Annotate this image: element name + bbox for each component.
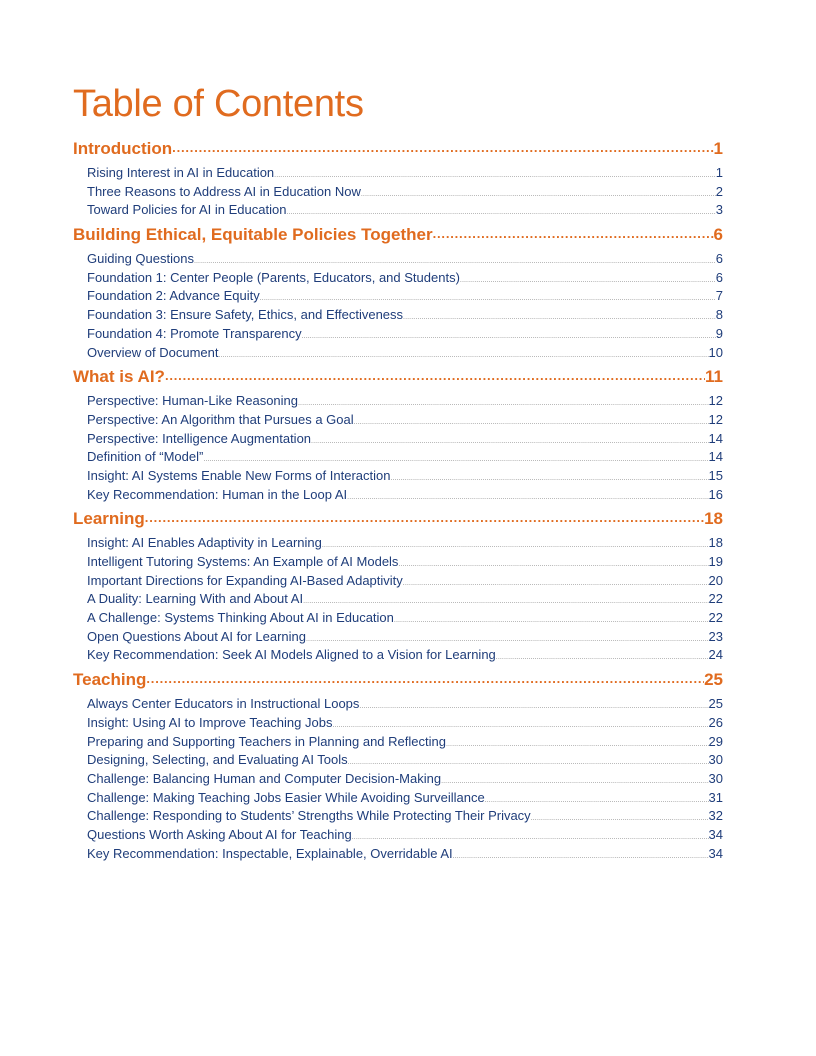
- toc-section-entry[interactable]: [87, 573, 723, 592]
- dot-leader: [203, 456, 708, 463]
- dot-leader: [332, 722, 708, 729]
- toc-entry-label: Always Center Educators in Instructional Loops: [87, 696, 360, 712]
- toc-section-entry[interactable]: [87, 610, 723, 629]
- dot-leader: [260, 295, 716, 302]
- dot-leader: [219, 352, 709, 359]
- toc-page-number: 6: [715, 251, 723, 267]
- toc-page-number: 31: [708, 789, 723, 805]
- dot-leader: [303, 598, 708, 605]
- toc-entry-label: Insight: AI Systems Enable New Forms of Interaction: [87, 467, 391, 483]
- toc-entry-label: Toward Policies for AI in Education: [87, 202, 287, 218]
- dot-leader: [322, 542, 709, 549]
- toc-entry-label: Introduction: [73, 139, 173, 158]
- dot-leader: [394, 617, 709, 624]
- toc-page-number: 26: [708, 714, 723, 730]
- toc-section-entry[interactable]: [87, 468, 723, 487]
- toc-entry-label: Teaching: [73, 670, 147, 690]
- toc-page-number: 6: [715, 269, 723, 285]
- toc-page-number: 11: [705, 367, 723, 387]
- toc-section-entry[interactable]: [87, 307, 723, 326]
- toc-page-number: 18: [704, 509, 723, 529]
- toc-section-entry[interactable]: [87, 808, 723, 827]
- dot-leader: [403, 314, 716, 321]
- toc-entry-label: Foundation 2: Advance Equity: [87, 288, 260, 304]
- dot-leader: [354, 419, 709, 426]
- toc-entry-label: Rising Interest in AI in Education: [87, 165, 275, 180]
- dot-leader: [347, 494, 708, 501]
- toc-page-number: 23: [708, 628, 723, 644]
- toc-entry-label: Insight: AI Enables Adaptivity in Learning: [87, 535, 322, 551]
- toc-entry-label: Guiding Questions: [87, 251, 194, 267]
- toc-chapter-entry[interactable]: [73, 225, 723, 251]
- toc-section-entry[interactable]: [87, 591, 723, 610]
- dot-leader: [531, 815, 709, 822]
- dot-leader: [398, 561, 708, 568]
- toc-section-entry[interactable]: [87, 790, 723, 809]
- dot-leader: [403, 580, 709, 587]
- toc-section-entry[interactable]: [87, 184, 723, 203]
- toc-section-entry[interactable]: [87, 696, 723, 715]
- toc-page-number: 30: [708, 770, 723, 786]
- toc-entry-label: A Duality: Learning With and About AI: [87, 591, 304, 607]
- toc-page-number: 34: [708, 845, 723, 861]
- toc-section-entry[interactable]: [87, 165, 723, 184]
- toc-section-entry[interactable]: [87, 412, 723, 431]
- toc-section-entry[interactable]: [87, 715, 723, 734]
- dot-leader: [306, 636, 709, 643]
- toc-entry-label: Key Recommendation: Human in the Loop AI: [87, 486, 348, 502]
- toc-section-entry[interactable]: [87, 270, 723, 289]
- dot-leader: [165, 368, 705, 383]
- toc-page-number: 24: [708, 647, 723, 663]
- toc-section-entry[interactable]: [87, 449, 723, 468]
- toc-page-number: 12: [708, 411, 723, 427]
- toc-entry-label: Definition of “Model”: [87, 449, 204, 465]
- toc-entry-label: Learning: [73, 509, 145, 529]
- dot-leader: [145, 510, 704, 525]
- toc-section-entry[interactable]: [87, 734, 723, 753]
- toc-entry-label: Three Reasons to Address AI in Education Now: [87, 183, 361, 199]
- table-of-contents: [0, 139, 816, 864]
- toc-section-entry[interactable]: [87, 771, 723, 790]
- toc-section-entry[interactable]: [87, 288, 723, 307]
- toc-page-number: 2: [715, 183, 723, 199]
- toc-section-entry[interactable]: [87, 202, 723, 221]
- toc-entry-label: Key Recommendation: Seek AI Models Aligned to a Vision for Learning: [87, 647, 496, 663]
- toc-page-number: 32: [708, 808, 723, 824]
- toc-entry-label: Challenge: Making Teaching Jobs Easier While Avoiding Surveillance: [87, 789, 485, 805]
- toc-chapter-entry[interactable]: [73, 509, 723, 535]
- toc-entry-label: Challenge: Responding to Students’ Strengths While Protecting Their Privacy: [87, 808, 531, 824]
- toc-entry-label: Important Directions for Expanding AI-Based Adaptivity: [87, 572, 403, 588]
- toc-entry-label: Key Recommendation: Inspectable, Explainable, Overridable AI: [87, 845, 453, 861]
- dot-leader: [359, 703, 708, 710]
- toc-page-number: 22: [708, 591, 723, 607]
- dot-leader: [453, 853, 709, 860]
- toc-chapter-entry[interactable]: [73, 670, 723, 696]
- toc-page-number: 9: [715, 325, 723, 341]
- dot-leader: [194, 258, 716, 265]
- dot-leader: [172, 140, 713, 155]
- toc-entry-label: Foundation 3: Ensure Safety, Ethics, and Effectiveness: [87, 307, 404, 323]
- toc-page-number: 34: [708, 826, 723, 842]
- toc-page-number: 1: [715, 165, 723, 180]
- toc-section-entry[interactable]: [87, 345, 723, 364]
- dot-leader: [348, 759, 709, 766]
- dot-leader: [361, 191, 716, 198]
- toc-entry-label: Questions Worth Asking About AI for Teaching: [87, 826, 352, 842]
- toc-page-number: 16: [708, 486, 723, 502]
- dot-leader: [485, 797, 709, 804]
- toc-page-number: 22: [708, 610, 723, 626]
- dot-leader: [390, 475, 708, 482]
- dot-leader: [433, 226, 714, 241]
- toc-page-number: 8: [715, 307, 723, 323]
- toc-entry-label: Insight: Using AI to Improve Teaching Jobs: [87, 714, 333, 730]
- toc-page-number: 12: [708, 393, 723, 409]
- toc-page-number: 15: [708, 467, 723, 483]
- toc-page-number: 1: [713, 139, 723, 158]
- toc-entry-label: Intelligent Tutoring Systems: An Example of AI Models: [87, 554, 399, 569]
- toc-entry-label: Foundation 4: Promote Transparency: [87, 325, 302, 341]
- toc-page-number: 3: [715, 202, 723, 218]
- toc-section-entry[interactable]: [87, 326, 723, 345]
- toc-page-number: 14: [708, 449, 723, 465]
- toc-section-entry[interactable]: [87, 251, 723, 270]
- toc-entry-label: A Challenge: Systems Thinking About AI in Education: [87, 610, 394, 626]
- toc-section-entry[interactable]: [87, 393, 723, 412]
- toc-entry-label: Foundation 1: Center People (Parents, Educators, and Students): [87, 269, 460, 285]
- toc-page-number: 7: [715, 288, 723, 304]
- toc-page-number: 18: [708, 535, 723, 551]
- toc-page-number: 25: [708, 696, 723, 712]
- dot-leader: [274, 172, 716, 179]
- toc-entry-label: Designing, Selecting, and Evaluating AI Tools: [87, 752, 348, 768]
- toc-section-entry[interactable]: [87, 827, 723, 846]
- dot-leader: [496, 654, 709, 661]
- dot-leader: [298, 400, 709, 407]
- toc-section-entry[interactable]: [87, 431, 723, 450]
- dot-leader: [302, 333, 716, 340]
- toc-chapter-entry[interactable]: [73, 367, 723, 393]
- page-title: Table of Contents: [73, 83, 364, 125]
- toc-page-number: 20: [708, 572, 723, 588]
- toc-section-entry[interactable]: [87, 629, 723, 648]
- toc-entry-label: Building Ethical, Equitable Policies Together: [73, 225, 433, 245]
- toc-page-number: 29: [708, 733, 723, 749]
- toc-entry-label: Preparing and Supporting Teachers in Planning and Reflecting: [87, 733, 446, 749]
- toc-entry-label: Perspective: An Algorithm that Pursues a Goal: [87, 411, 354, 427]
- toc-page-number: 19: [708, 554, 723, 569]
- toc-entry-label: Perspective: Intelligence Augmentation: [87, 430, 312, 446]
- dot-leader: [441, 778, 708, 785]
- dot-leader: [286, 209, 715, 216]
- toc-entry-label: Open Questions About AI for Learning: [87, 628, 306, 644]
- toc-entry-label: Challenge: Balancing Human and Computer Decision-Making: [87, 770, 442, 786]
- toc-page-number: 25: [704, 670, 723, 690]
- toc-section-entry[interactable]: [87, 487, 723, 506]
- toc-chapter-entry[interactable]: [73, 139, 723, 165]
- toc-page-number: 10: [708, 344, 723, 360]
- toc-section-entry[interactable]: [87, 535, 723, 554]
- toc-page-number: 14: [708, 430, 723, 446]
- dot-leader: [460, 277, 716, 284]
- toc-entry-label: What is AI?: [73, 367, 165, 387]
- toc-section-entry[interactable]: [87, 647, 723, 666]
- toc-page-number: 6: [713, 225, 723, 245]
- toc-section-entry[interactable]: [87, 752, 723, 771]
- toc-page-number: 30: [708, 752, 723, 768]
- toc-entry-label: Overview of Document: [87, 344, 219, 360]
- dot-leader: [446, 741, 709, 748]
- toc-section-entry[interactable]: [87, 554, 723, 573]
- toc-section-entry[interactable]: [87, 846, 723, 865]
- dot-leader: [352, 834, 709, 841]
- toc-entry-label: Perspective: Human-Like Reasoning: [87, 393, 298, 409]
- dot-leader: [311, 438, 709, 445]
- dot-leader: [146, 671, 704, 686]
